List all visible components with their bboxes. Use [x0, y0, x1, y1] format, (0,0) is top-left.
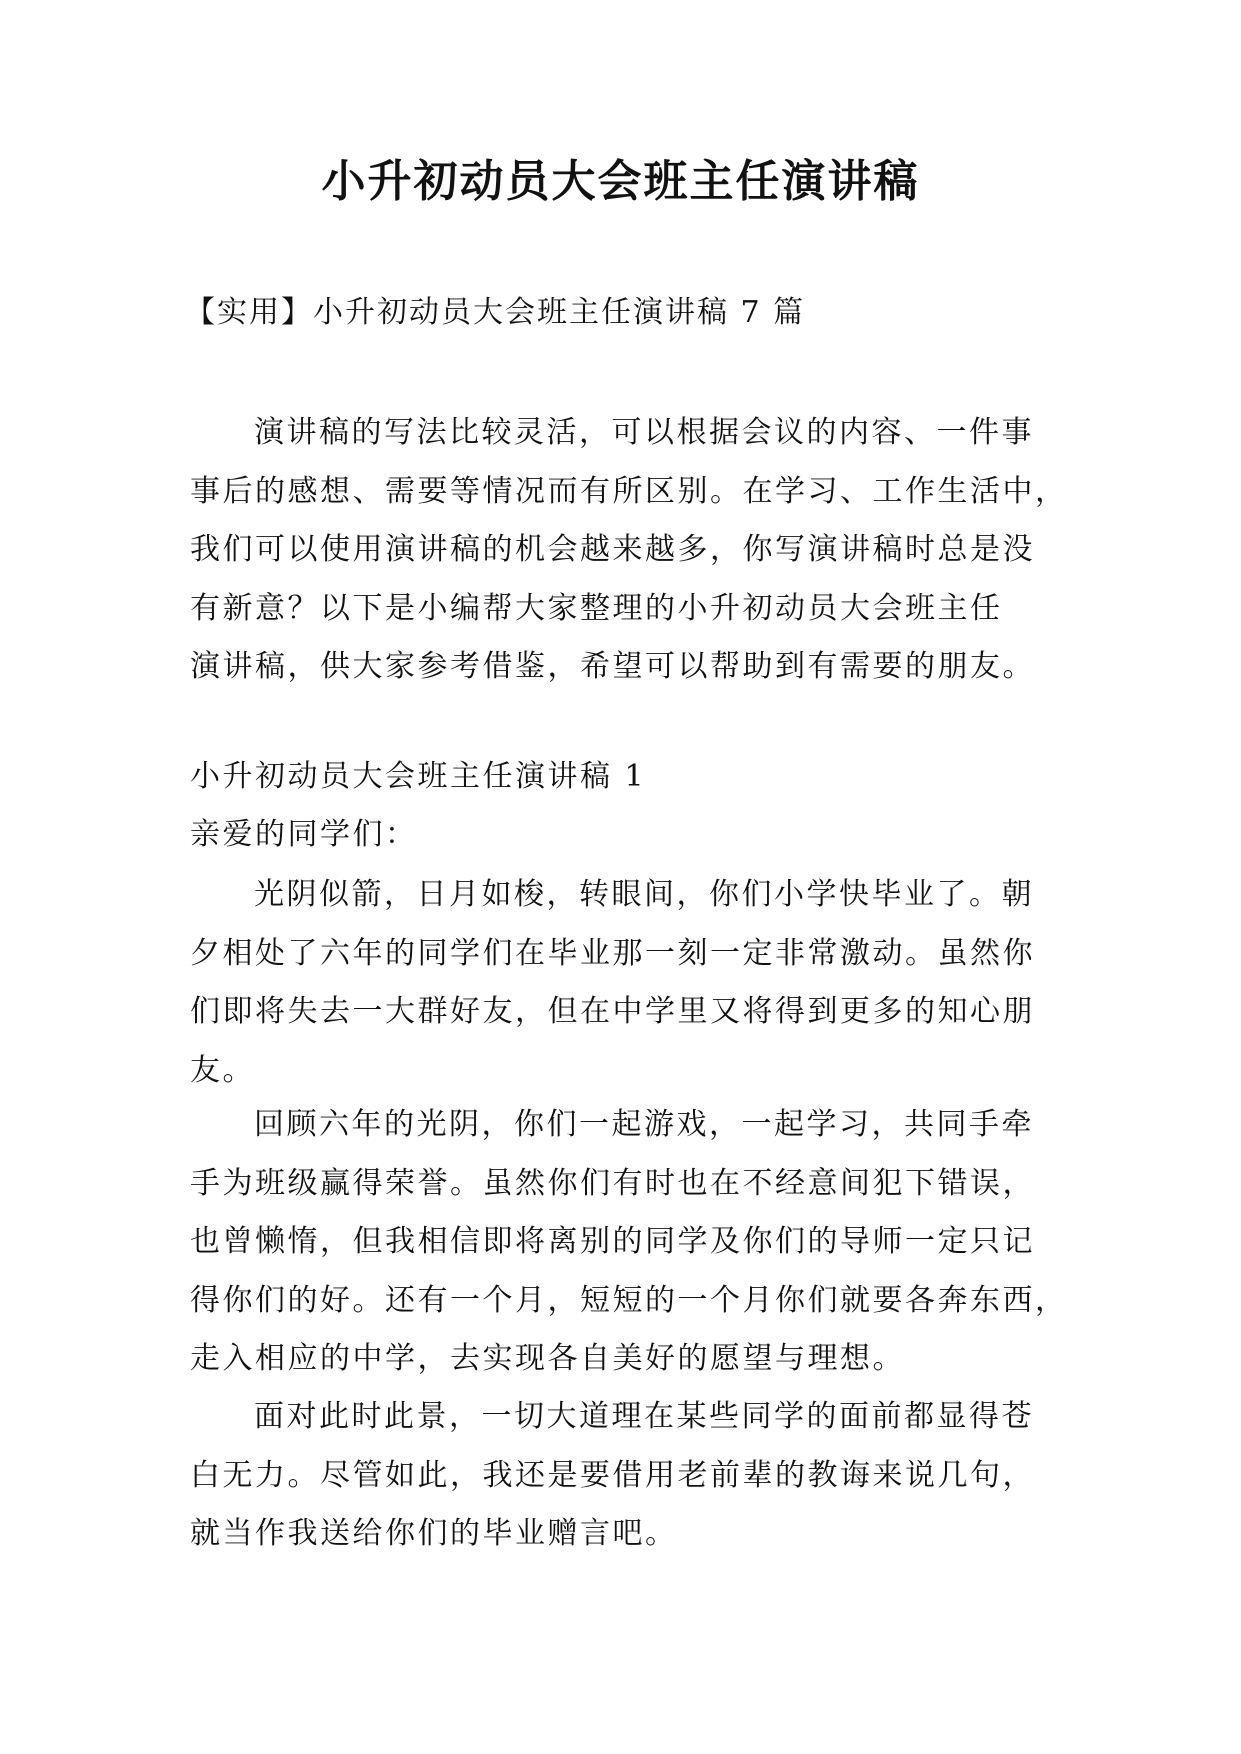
- intro-line: 有新意？以下是小编帮大家整理的小升初动员大会班主任: [190, 590, 1003, 626]
- salutation: 亲爱的同学们：: [190, 817, 418, 852]
- paragraph-line: 得你们的好。还有一个月，短短的一个月你们就要各奔东西，: [190, 1282, 1068, 1318]
- body-paragraph-1: [190, 866, 1050, 1100]
- paragraph-line: 手为班级赢得荣誉。虽然你们有时也在不经意间犯下错误，: [190, 1165, 1035, 1201]
- document-title: 小升初动员大会班主任演讲稿: [321, 156, 920, 207]
- body-paragraph-2: [190, 1096, 1068, 1389]
- intro-line: 我们可以使用演讲稿的机会越来越多，你写演讲稿时总是没: [190, 532, 1035, 567]
- paragraph-line: 夕相处了六年的同学们在毕业那一刻一定非常激动。虽然你: [190, 935, 1035, 971]
- paragraph-line: 面对此时此景，一切大道理在某些同学的面前都显得苍: [254, 1399, 1034, 1434]
- paragraph-line: 白无力。尽管如此，我还是要借用老前辈的教诲来说几句，: [190, 1457, 1035, 1493]
- paragraph-line: 友。: [190, 1052, 255, 1088]
- paragraph-line: 也曾懒惰，但我相信即将离别的同学及你们的导师一定只记: [190, 1224, 1035, 1259]
- paragraph-line: 光阴似箭，日月如梭，转眼间，你们小学快毕业了。朝: [254, 877, 1034, 912]
- intro-line: 演讲稿的写法比较灵活，可以根据会议的内容、一件事: [254, 415, 1034, 450]
- paragraph-line: 们即将失去一大群好友，但在中学里又将得到更多的知心朋: [190, 994, 1035, 1029]
- intro-line: 事后的感想、需要等情况而有所区别。在学习、工作生活中，: [190, 473, 1068, 509]
- intro-paragraph: [190, 404, 1068, 697]
- paragraph-line: 就当作我送给你们的毕业赠言吧。: [190, 1516, 678, 1551]
- paragraph-line: 走入相应的中学，去实现各自美好的愿望与理想。: [190, 1341, 905, 1376]
- section-heading: 小升初动员大会班主任演讲稿 1: [190, 759, 647, 794]
- intro-line: 演讲稿，供大家参考借鉴，希望可以帮助到有需要的朋友。: [190, 649, 1035, 684]
- body-paragraph-3: [190, 1388, 1050, 1564]
- paragraph-line: 回顾六年的光阴，你们一起游戏，一起学习，共同手牵: [254, 1107, 1034, 1142]
- document-subtitle: 【实用】小升初动员大会班主任演讲稿 7 篇: [185, 295, 806, 330]
